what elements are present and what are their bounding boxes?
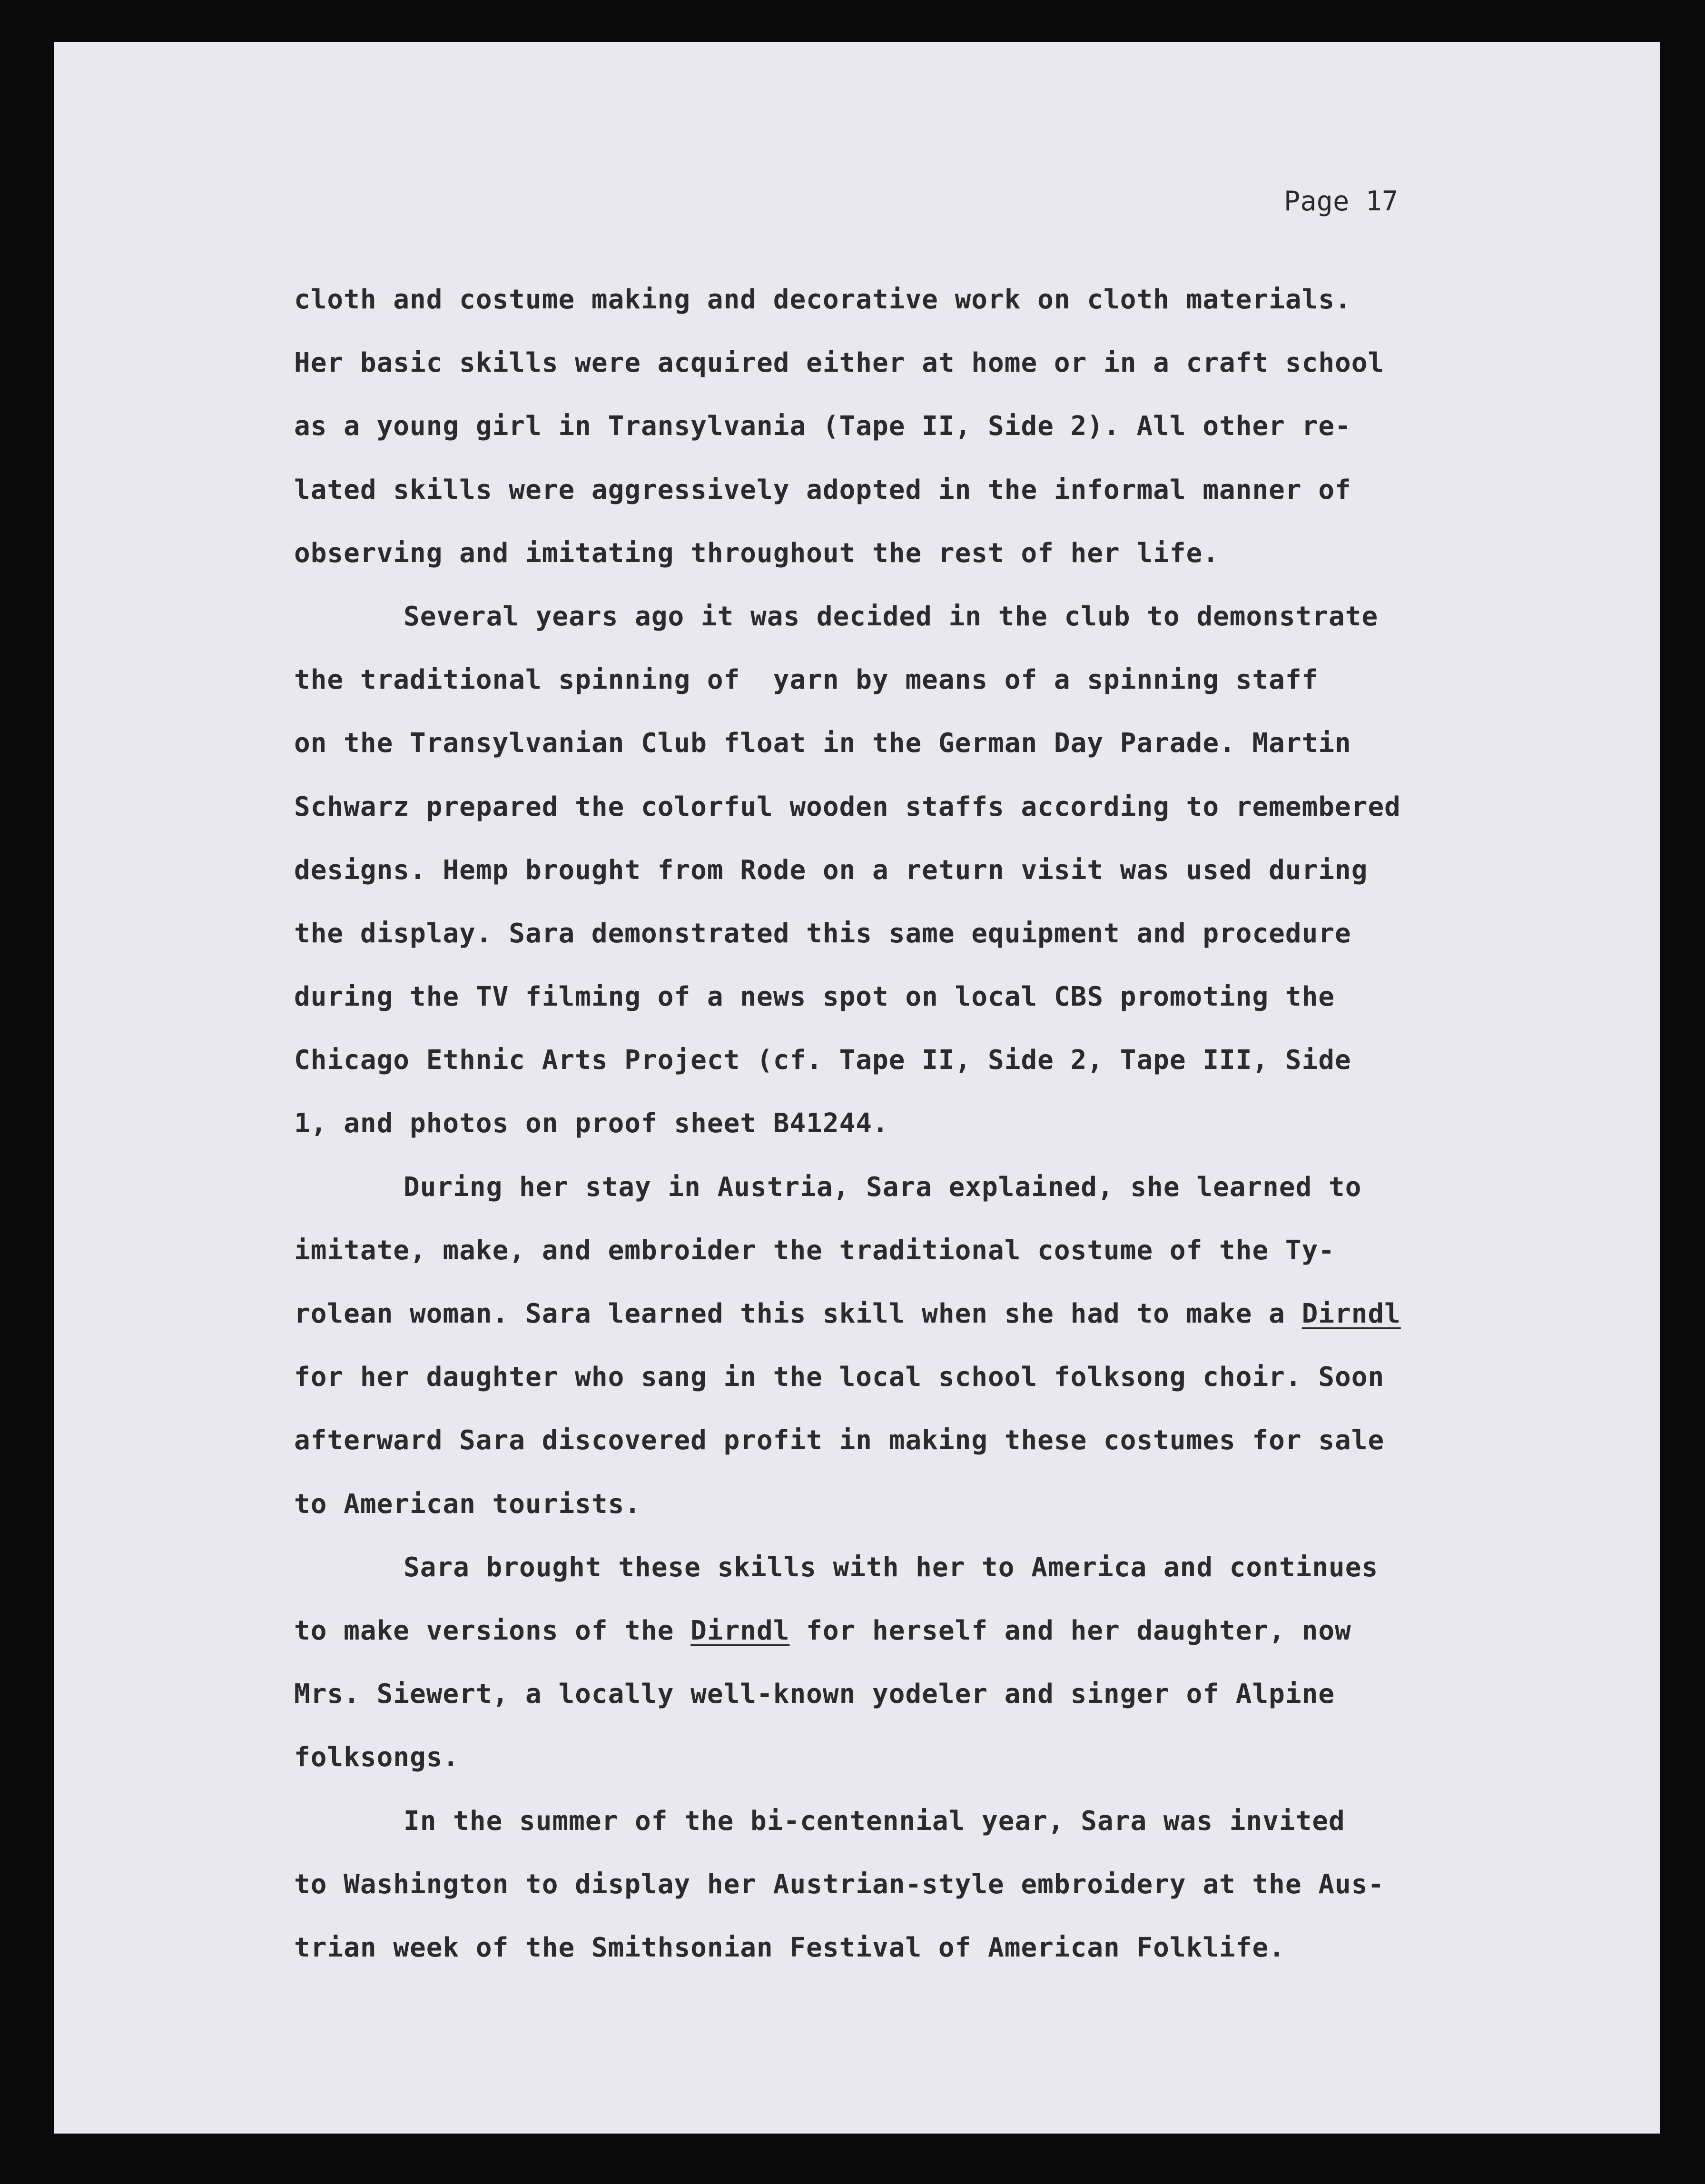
- text-line: Several years ago it was decided in the club to demonstrate: [404, 601, 1379, 632]
- text-line: to Washington to display her Austrian-style embroidery at the Aus-: [294, 1868, 1385, 1900]
- text-line: Mrs. Siewert, a locally well-known yodeler and singer of Alpine: [294, 1679, 1335, 1710]
- underlined-term: Dirndl: [690, 1615, 790, 1646]
- underlined-term: Dirndl: [1301, 1298, 1401, 1329]
- paragraph: [294, 1164, 1603, 1544]
- text-line: In the summer of the bi-centennial year, Sara was invited: [404, 1805, 1345, 1837]
- text-line: folksongs.: [294, 1742, 460, 1773]
- text-line: trian week of the Smithsonian Festival of American Folklife.: [294, 1932, 1285, 1963]
- paragraph: [294, 593, 1603, 1164]
- text-line: rolean woman. Sara learned this skill when she had to make a Dirndl: [294, 1298, 1401, 1329]
- text-line: observing and imitating throughout the rest of her life.: [294, 537, 1220, 569]
- text-line: During her stay in Austria, Sara explained, she learned to: [404, 1171, 1362, 1203]
- text-line: Chicago Ethnic Arts Project (cf. Tape II, Side 2, Tape III, Side: [294, 1045, 1351, 1076]
- body-text: [294, 276, 1603, 1987]
- text-line: on the Transylvanian Club float in the German Day Parade. Martin: [294, 728, 1351, 759]
- text-line: Sara brought these skills with her to America and continues: [404, 1552, 1379, 1583]
- paragraph: [294, 1544, 1603, 1798]
- text-line: the traditional spinning of yarn by means of a spinning staff: [294, 664, 1319, 696]
- text-line: to American tourists.: [294, 1488, 641, 1520]
- paragraph: [294, 276, 1603, 593]
- page-number: Page 17: [1284, 186, 1399, 217]
- text-line: during the TV filming of a news spot on local CBS promoting the: [294, 981, 1335, 1013]
- text-line: 1, and photos on proof sheet B41244.: [294, 1108, 889, 1139]
- text-line: the display. Sara demonstrated this same equipment and procedure: [294, 918, 1351, 949]
- text-line: imitate, make, and embroider the traditional costume of the Ty-: [294, 1235, 1335, 1266]
- text-line: lated skills were aggressively adopted in the informal manner of: [294, 474, 1351, 505]
- text-line: designs. Hemp brought from Rode on a return visit was used during: [294, 854, 1368, 886]
- text-line: to make versions of the Dirndl for herself and her daughter, now: [294, 1615, 1351, 1646]
- text-line: Schwarz prepared the colorful wooden staffs according to remembered: [294, 791, 1401, 822]
- text-line: as a young girl in Transylvania (Tape II, Side 2). All other re-: [294, 411, 1351, 442]
- text-line: afterward Sara discovered profit in making these costumes for sale: [294, 1425, 1385, 1456]
- text-line: Her basic skills were acquired either at home or in a craft school: [294, 347, 1385, 379]
- text-line: for her daughter who sang in the local school folksong choir. Soon: [294, 1362, 1385, 1393]
- paragraph: [294, 1798, 1603, 1988]
- text-line: cloth and costume making and decorative work on cloth materials.: [294, 284, 1351, 315]
